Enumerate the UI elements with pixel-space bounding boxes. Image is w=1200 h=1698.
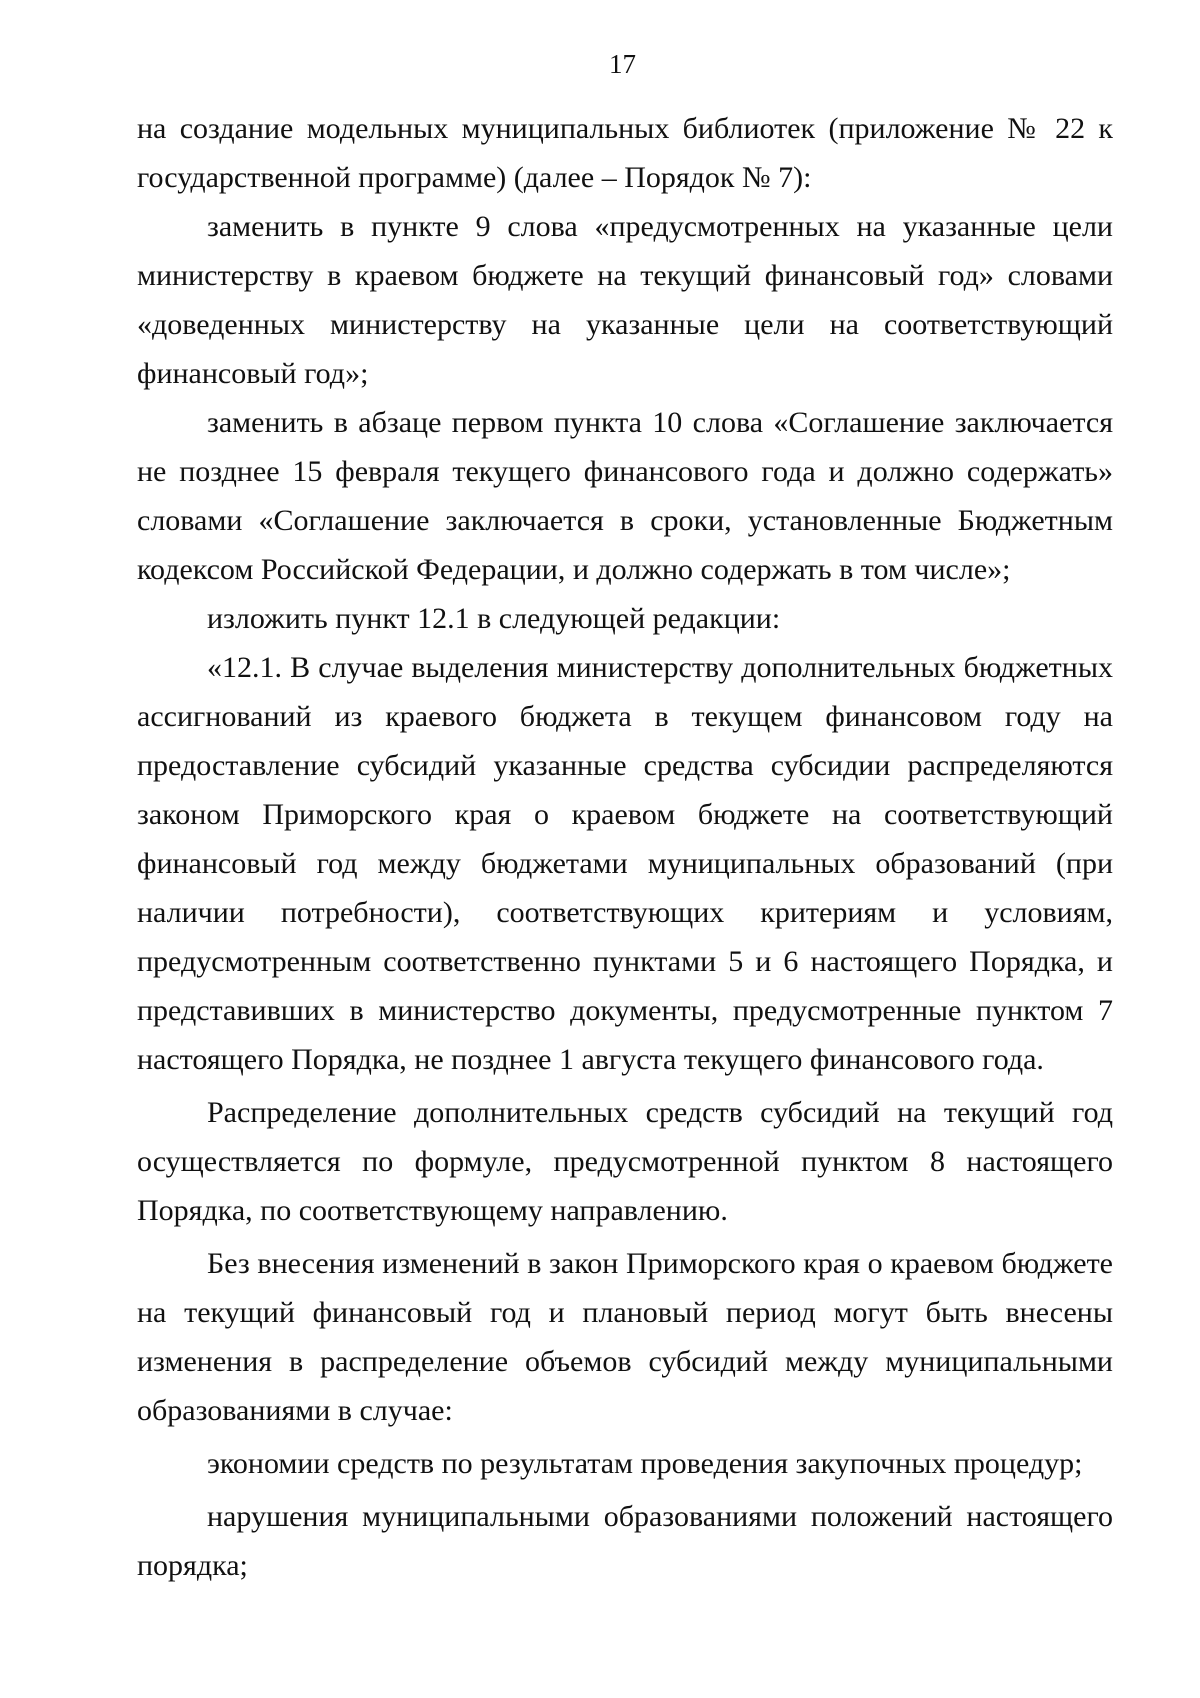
paragraph-savings: экономии средств по результатам проведения закупочных процедур;	[207, 1447, 1083, 1480]
paragraph-replace-point-9: заменить в пункте 9 слова «предусмотренных на указанные цели министерству в краевом бюджете на текущий финансовый год» словами «доведенных министерству на указанные цели на соответствующий финансовый год»;	[137, 210, 1113, 390]
document-body	[137, 104, 1113, 1590]
paragraph-intro: на создание модельных муниципальных библиотек (приложение № 22 к государственной программе) (далее – Порядок № 7):	[137, 112, 1113, 194]
paragraph-replace-point-10: заменить в абзаце первом пункта 10 слова «Соглашение заключается не позднее 15 февраля текущего финансового года и должно содержать» словами «Соглашение заключается в сроки, установленные Бюджетным кодексом Российской Федерации, и должно содержать в том числе»;	[137, 406, 1113, 586]
paragraph-distribution: Распределение дополнительных средств субсидий на текущий год осуществляется по формуле, предусмотренной пунктом 8 настоящего Порядка, по соответствующему направлению.	[137, 1096, 1113, 1227]
paragraph-without-changes: Без внесения изменений в закон Приморского края о краевом бюджете на текущий финансовый год и плановый период могут быть внесены изменения в распределение объемов субсидий между муниципальными образованиями в случае:	[137, 1247, 1113, 1427]
page-number: 17	[609, 49, 636, 79]
paragraph-restate-point-12-1: изложить пункт 12.1 в следующей редакции:	[207, 602, 781, 635]
paragraph-point-12-1-text: «12.1. В случае выделения министерству дополнительных бюджетных ассигнований из краевого бюджета в текущем финансовом году на предоставление субсидий указанные средства субсидии распределяются законом Приморского края о краевом бюджете на соответствующий финансовый год между бюджетами муниципальных образований (при наличии потребности), соответствующих критериям и условиям, предусмотренным соответственно пунктами 5 и 6 настоящего Порядка, и представивших в министерство документы, предусмотренные пунктом 7 настоящего Порядка, не позднее 1 августа текущего финансового года.	[137, 651, 1113, 1076]
paragraph-violations: нарушения муниципальными образованиями положений настоящего порядка;	[137, 1500, 1113, 1582]
